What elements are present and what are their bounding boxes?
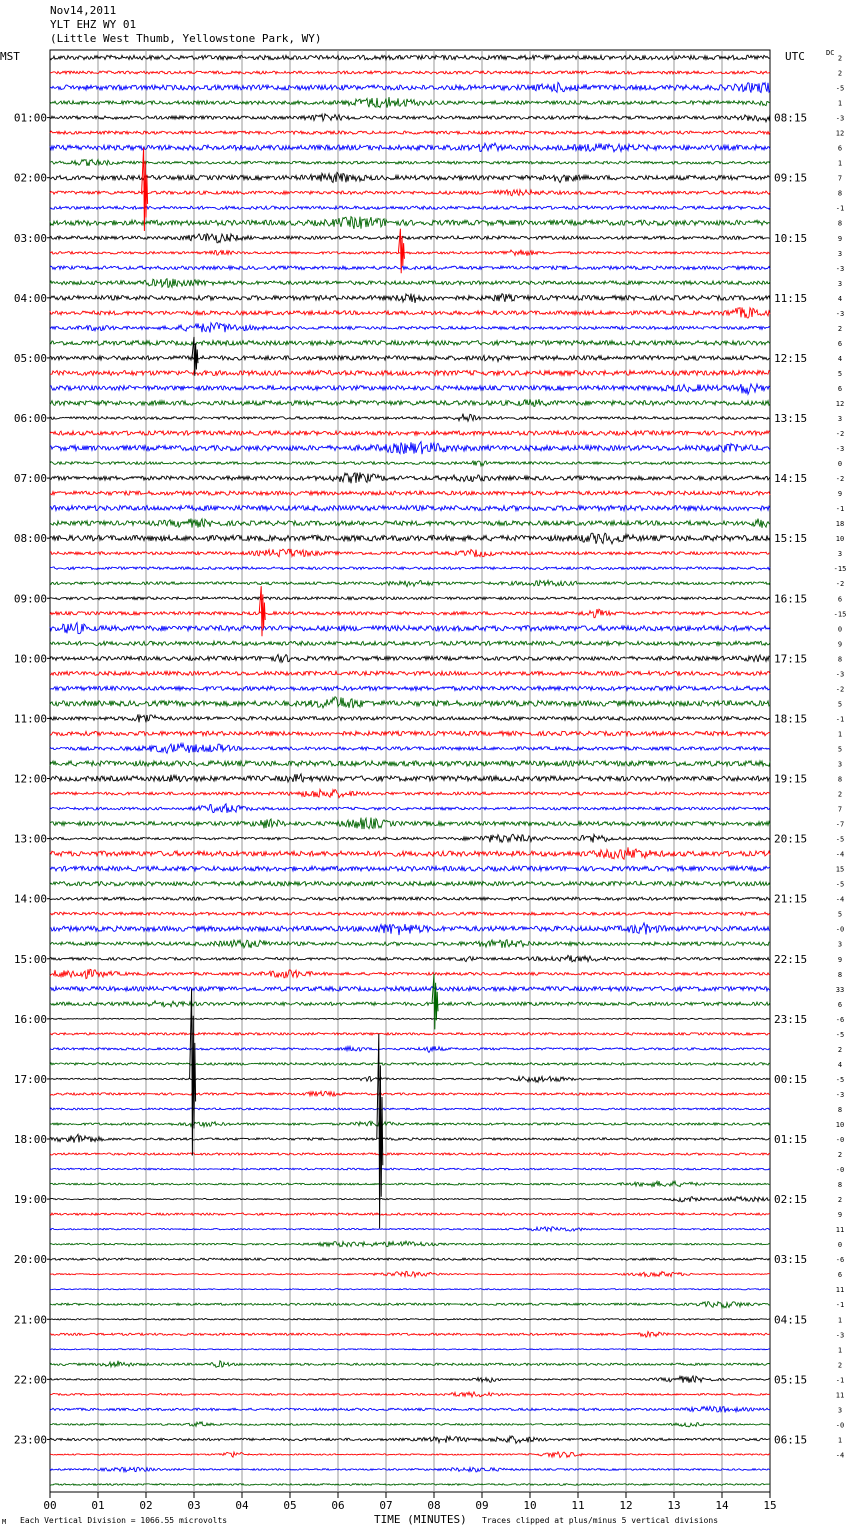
seismic-trace — [50, 82, 770, 92]
utc-hour-label: 18:15 — [774, 712, 808, 726]
dc-offset-label: 6 — [837, 144, 843, 153]
seismic-trace — [50, 1076, 770, 1082]
dc-offset-label: -0 — [835, 925, 845, 934]
seismic-trace — [50, 731, 770, 735]
seismic-trace — [50, 969, 770, 978]
x-tick-label: 11 — [571, 1499, 585, 1512]
utc-hour-label: 01:15 — [774, 1133, 808, 1147]
dc-offset-label: 8 — [837, 1181, 843, 1190]
seismic-trace — [50, 761, 770, 766]
utc-hour-label: 19:15 — [774, 772, 808, 786]
dc-offset-label: 2 — [837, 790, 843, 799]
mst-hour-label: 14:00 — [13, 892, 47, 906]
seismic-trace — [50, 533, 770, 544]
seismic-trace — [50, 1134, 770, 1142]
utc-hour-label: 23:15 — [774, 1012, 808, 1026]
seismic-trace — [50, 172, 770, 182]
utc-hour-label: 02:15 — [774, 1193, 808, 1207]
mst-hour-label: 12:00 — [13, 772, 47, 786]
dc-offset-label: -4 — [835, 895, 845, 904]
seismic-trace — [50, 866, 770, 871]
seismic-trace — [50, 1376, 770, 1383]
dc-offset-label: 11 — [835, 1226, 845, 1235]
x-tick-label: 15 — [763, 1499, 777, 1512]
utc-hour-label: 16:15 — [774, 592, 808, 606]
utc-hour-label: 15:15 — [774, 532, 808, 546]
dc-offset-label: -2 — [835, 475, 845, 484]
dc-offset-label: 10 — [835, 1120, 845, 1129]
seismic-trace — [50, 609, 770, 618]
seismic-trace — [50, 1361, 770, 1367]
dc-offset-label: -5 — [835, 835, 845, 844]
dc-offset-label: 2 — [837, 324, 843, 333]
station-label: YLT EHZ WY 01 — [50, 18, 137, 31]
seismic-trace — [50, 114, 770, 122]
dc-offset-label: 7 — [837, 805, 843, 814]
dc-offset-label: 6 — [837, 1271, 843, 1280]
mst-hour-label: 17:00 — [13, 1072, 47, 1086]
seismic-trace — [50, 804, 770, 813]
seismic-trace — [50, 1392, 770, 1397]
seismic-trace — [50, 461, 770, 466]
corner-mark: M — [2, 1518, 7, 1526]
dc-offset-label: -3 — [835, 670, 845, 679]
mst-hour-label: 01:00 — [13, 111, 47, 125]
seismic-trace — [50, 686, 770, 690]
seismic-trace — [50, 414, 770, 422]
mst-hour-label: 10:00 — [13, 652, 47, 666]
mst-axis-title: MST — [0, 50, 20, 63]
mst-hour-label: 23:00 — [13, 1433, 47, 1447]
mst-hour-label: 19:00 — [13, 1193, 47, 1207]
seismic-trace — [50, 1121, 770, 1126]
seismic-trace — [50, 472, 770, 483]
seismic-trace — [50, 518, 770, 527]
dc-offset-label: 18 — [835, 520, 845, 529]
seismic-trace — [50, 1467, 770, 1472]
seismic-trace — [50, 399, 770, 406]
dc-offset-label: -7 — [835, 820, 845, 829]
seismic-trace — [50, 159, 770, 165]
dc-offset-label: 6 — [837, 1000, 843, 1009]
seismic-trace — [50, 266, 770, 270]
utc-hour-label: 03:15 — [774, 1253, 808, 1267]
dc-offset-label: 9 — [837, 1211, 843, 1220]
dc-offset-label: -4 — [835, 1451, 845, 1460]
utc-hour-label: 22:15 — [774, 952, 808, 966]
dc-offset-label: 10 — [835, 535, 845, 544]
dc-column-title: DC — [826, 49, 835, 57]
seismic-trace — [50, 912, 770, 915]
seismic-trace — [50, 671, 770, 675]
seismic-trace — [50, 597, 770, 600]
x-axis-label: TIME (MINUTES) — [374, 1513, 467, 1526]
seismic-trace — [50, 789, 770, 797]
dc-offset-label: -3 — [835, 264, 845, 273]
dc-offset-label: -5 — [835, 1075, 845, 1084]
seismic-trace — [50, 341, 770, 346]
seismic-trace — [50, 506, 770, 511]
date-label: Nov14,2011 — [50, 4, 117, 17]
x-tick-label: 09 — [475, 1499, 489, 1512]
seismic-trace — [50, 697, 770, 708]
mst-hour-label: 18:00 — [13, 1133, 47, 1147]
seismic-trace — [50, 1289, 770, 1290]
dc-offset-label: 0 — [837, 460, 843, 469]
seismic-trace — [50, 1153, 770, 1155]
x-tick-label: 01 — [91, 1499, 105, 1512]
dc-offset-label: -3 — [835, 309, 845, 318]
seismic-trace — [50, 955, 770, 961]
seismic-trace — [50, 1168, 770, 1170]
mst-hour-label: 22:00 — [13, 1373, 47, 1387]
dc-offset-label: 6 — [837, 595, 843, 604]
dc-offset-label: 8 — [837, 1105, 843, 1114]
seismic-trace — [50, 442, 770, 455]
seismic-trace — [50, 1181, 770, 1187]
seismic-trace — [50, 567, 770, 570]
seismic-trace — [50, 882, 770, 886]
dc-offset-label: 0 — [837, 625, 843, 634]
dc-offset-label: -0 — [835, 1166, 845, 1175]
dc-offset-label: -3 — [835, 1331, 845, 1340]
dc-offset-label: 7 — [837, 174, 843, 183]
dc-offset-label: 1 — [837, 159, 843, 168]
seismic-trace — [50, 1227, 770, 1231]
seismic-trace — [50, 1033, 770, 1035]
seismic-trace — [50, 940, 770, 948]
dc-offset-label: 1 — [837, 1436, 843, 1445]
utc-hour-label: 14:15 — [774, 472, 808, 486]
seismic-event — [432, 974, 438, 1030]
dc-offset-label: -4 — [835, 850, 845, 859]
dc-offset-label: 1 — [837, 99, 843, 108]
mst-hour-label: 06:00 — [13, 412, 47, 426]
dc-offset-label: 12 — [835, 129, 845, 138]
seismic-trace — [50, 1332, 770, 1338]
dc-offset-label: 6 — [837, 339, 843, 348]
dc-offset-label: 5 — [837, 369, 843, 378]
dc-offset-label: 2 — [837, 54, 843, 63]
dc-offset-label: 8 — [837, 655, 843, 664]
seismic-trace — [50, 897, 770, 900]
seismic-trace — [50, 143, 770, 152]
seismic-trace — [50, 1018, 770, 1019]
dc-offset-label: 3 — [837, 279, 843, 288]
mst-hour-label: 07:00 — [13, 472, 47, 486]
dc-offset-label: 2 — [837, 1045, 843, 1054]
dc-offset-label: -1 — [835, 715, 845, 724]
seismic-trace — [50, 923, 770, 935]
seismic-trace — [50, 55, 770, 59]
dc-offset-label: 5 — [837, 700, 843, 709]
seismic-trace — [50, 1108, 770, 1110]
seismic-trace — [50, 323, 770, 333]
dc-offset-label: -1 — [835, 1301, 845, 1310]
dc-offset-label: -5 — [835, 84, 845, 93]
dc-offset-label: 3 — [837, 415, 843, 424]
dc-offset-label: 3 — [837, 940, 843, 949]
dc-offset-label: -6 — [835, 1015, 845, 1024]
utc-hour-label: 21:15 — [774, 892, 808, 906]
dc-offset-label: -2 — [835, 685, 845, 694]
utc-hour-label: 10:15 — [774, 231, 808, 245]
dc-offset-label: -1 — [835, 204, 845, 213]
seismic-trace — [50, 1452, 770, 1458]
utc-hour-label: 13:15 — [774, 412, 808, 426]
seismic-trace — [50, 294, 770, 303]
mst-hour-label: 04:00 — [13, 291, 47, 305]
seismic-trace — [50, 1241, 770, 1247]
seismic-trace — [50, 71, 770, 74]
dc-offset-label: 8 — [837, 219, 843, 228]
x-tick-label: 06 — [331, 1499, 345, 1512]
dc-offset-label: -2 — [835, 580, 845, 589]
mst-hour-label: 16:00 — [13, 1012, 47, 1026]
seismic-trace — [50, 384, 770, 394]
seismic-trace — [50, 131, 770, 134]
seismic-trace — [50, 641, 770, 645]
mst-hour-label: 15:00 — [13, 952, 47, 966]
dc-offset-label: -1 — [835, 505, 845, 514]
dc-offset-label: 1 — [837, 1316, 843, 1325]
dc-offset-label: -5 — [835, 880, 845, 889]
mst-hour-label: 05:00 — [13, 351, 47, 365]
dc-offset-label: 9 — [837, 955, 843, 964]
location-label: (Little West Thumb, Yellowstone Park, WY) — [50, 32, 322, 45]
seismic-trace — [50, 307, 770, 318]
seismic-trace — [50, 818, 770, 830]
dc-offset-label: -3 — [835, 445, 845, 454]
dc-offset-label: -2 — [835, 430, 845, 439]
dc-offset-label: 8 — [837, 775, 843, 784]
utc-hour-label: 11:15 — [774, 291, 808, 305]
seismic-trace — [50, 217, 770, 229]
seismic-event — [142, 148, 148, 231]
seismic-trace — [50, 834, 770, 842]
utc-hour-label: 08:15 — [774, 111, 808, 125]
mst-hour-label: 20:00 — [13, 1253, 47, 1267]
seismic-trace — [50, 549, 770, 557]
x-tick-label: 00 — [43, 1499, 57, 1512]
dc-offset-label: 33 — [835, 985, 845, 994]
dc-offset-label: 5 — [837, 745, 843, 754]
seismic-trace — [50, 580, 770, 586]
dc-offset-label: 2 — [837, 1361, 843, 1370]
seismic-trace — [50, 1213, 770, 1215]
dc-offset-label: 6 — [837, 384, 843, 393]
x-tick-label: 08 — [427, 1499, 441, 1512]
seismic-trace — [50, 847, 770, 859]
x-tick-label: 13 — [667, 1499, 681, 1512]
dc-offset-label: 9 — [837, 490, 843, 499]
utc-axis-title: UTC — [785, 50, 805, 63]
dc-offset-label: -1 — [835, 1376, 845, 1385]
seismic-trace — [50, 1406, 770, 1412]
utc-hour-label: 20:15 — [774, 832, 808, 846]
dc-offset-label: -3 — [835, 1090, 845, 1099]
seismic-trace — [50, 1436, 770, 1443]
dc-offset-label: 3 — [837, 550, 843, 559]
seismic-event — [190, 989, 196, 1156]
seismic-trace — [50, 279, 770, 288]
dc-offset-label: -3 — [835, 114, 845, 123]
dc-offset-label: -6 — [835, 1256, 845, 1265]
dc-offset-label: 11 — [835, 1391, 845, 1400]
dc-offset-label: 4 — [837, 354, 843, 363]
utc-hour-label: 09:15 — [774, 171, 808, 185]
mst-hour-label: 09:00 — [13, 592, 47, 606]
x-tick-label: 10 — [523, 1499, 537, 1512]
seismic-trace — [50, 97, 770, 108]
seismic-trace — [50, 1271, 770, 1277]
dc-offset-label: 15 — [835, 865, 845, 874]
seismic-trace — [50, 1302, 770, 1308]
seismic-trace — [50, 1063, 770, 1065]
seismic-trace — [50, 1091, 770, 1096]
utc-hour-label: 00:15 — [774, 1072, 808, 1086]
seismic-trace — [50, 1197, 770, 1202]
seismic-trace — [50, 234, 770, 243]
seismic-trace — [50, 355, 770, 361]
clip-note: Traces clipped at plus/minus 5 vertical divisions — [482, 1516, 719, 1525]
dc-offset-label: -0 — [835, 1136, 845, 1145]
dc-offset-label: 3 — [837, 760, 843, 769]
scale-note: Each Vertical Division = 1066.55 microvolts — [20, 1516, 228, 1525]
seismic-trace — [50, 987, 770, 991]
seismic-trace — [50, 1349, 770, 1350]
seismic-trace — [50, 206, 770, 209]
dc-offset-label: 4 — [837, 294, 843, 303]
dc-offset-label: -15 — [833, 610, 847, 619]
dc-offset-label: 8 — [837, 189, 843, 198]
seismic-trace — [50, 370, 770, 375]
dc-offset-label: 12 — [835, 399, 845, 408]
dc-offset-label: 1 — [837, 1346, 843, 1355]
dc-offset-label: 9 — [837, 640, 843, 649]
x-tick-label: 04 — [235, 1499, 249, 1512]
dc-offset-label: 2 — [837, 69, 843, 78]
utc-hour-label: 12:15 — [774, 351, 808, 365]
dc-offset-label: 3 — [837, 249, 843, 258]
utc-hour-label: 05:15 — [774, 1373, 808, 1387]
x-tick-label: 07 — [379, 1499, 393, 1512]
dc-offset-label: -5 — [835, 1030, 845, 1039]
dc-offset-label: 8 — [837, 970, 843, 979]
seismic-trace — [50, 250, 770, 256]
x-tick-label: 05 — [283, 1499, 297, 1512]
seismic-trace — [50, 1484, 770, 1486]
dc-offset-label: -15 — [833, 565, 847, 574]
x-tick-label: 03 — [187, 1499, 201, 1512]
seismic-trace — [50, 431, 770, 435]
seismic-trace — [50, 1422, 770, 1427]
mst-hour-label: 02:00 — [13, 171, 47, 185]
utc-hour-label: 17:15 — [774, 652, 808, 666]
dc-offset-label: 11 — [835, 1286, 845, 1295]
dc-offset-label: -0 — [835, 1421, 845, 1430]
mst-hour-label: 03:00 — [13, 231, 47, 245]
dc-offset-label: 4 — [837, 1060, 843, 1069]
seismic-trace — [50, 714, 770, 722]
dc-offset-label: 5 — [837, 910, 843, 919]
x-tick-label: 14 — [715, 1499, 729, 1512]
mst-hour-label: 08:00 — [13, 532, 47, 546]
dc-offset-label: 9 — [837, 234, 843, 243]
seismic-trace — [50, 1258, 770, 1260]
seismic-trace — [50, 744, 770, 754]
seismic-event — [259, 586, 265, 636]
dc-offset-label: 2 — [837, 1151, 843, 1160]
seismic-trace — [50, 774, 770, 782]
utc-hour-label: 06:15 — [774, 1433, 808, 1447]
seismic-trace — [50, 190, 770, 196]
utc-hour-label: 04:15 — [774, 1313, 808, 1327]
dc-offset-label: 3 — [837, 1406, 843, 1415]
mst-hour-label: 13:00 — [13, 832, 47, 846]
seismic-trace — [50, 1046, 770, 1052]
seismic-trace — [50, 623, 770, 634]
seismic-trace — [50, 1319, 770, 1320]
x-tick-label: 02 — [139, 1499, 153, 1512]
x-tick-label: 12 — [619, 1499, 633, 1512]
seismic-trace — [50, 1001, 770, 1007]
dc-offset-label: 2 — [837, 1196, 843, 1205]
mst-hour-label: 21:00 — [13, 1313, 47, 1327]
dc-offset-label: 1 — [837, 730, 843, 739]
mst-hour-label: 11:00 — [13, 712, 47, 726]
seismic-trace — [50, 491, 770, 495]
dc-offset-label: 0 — [837, 1241, 843, 1250]
seismic-trace — [50, 655, 770, 663]
